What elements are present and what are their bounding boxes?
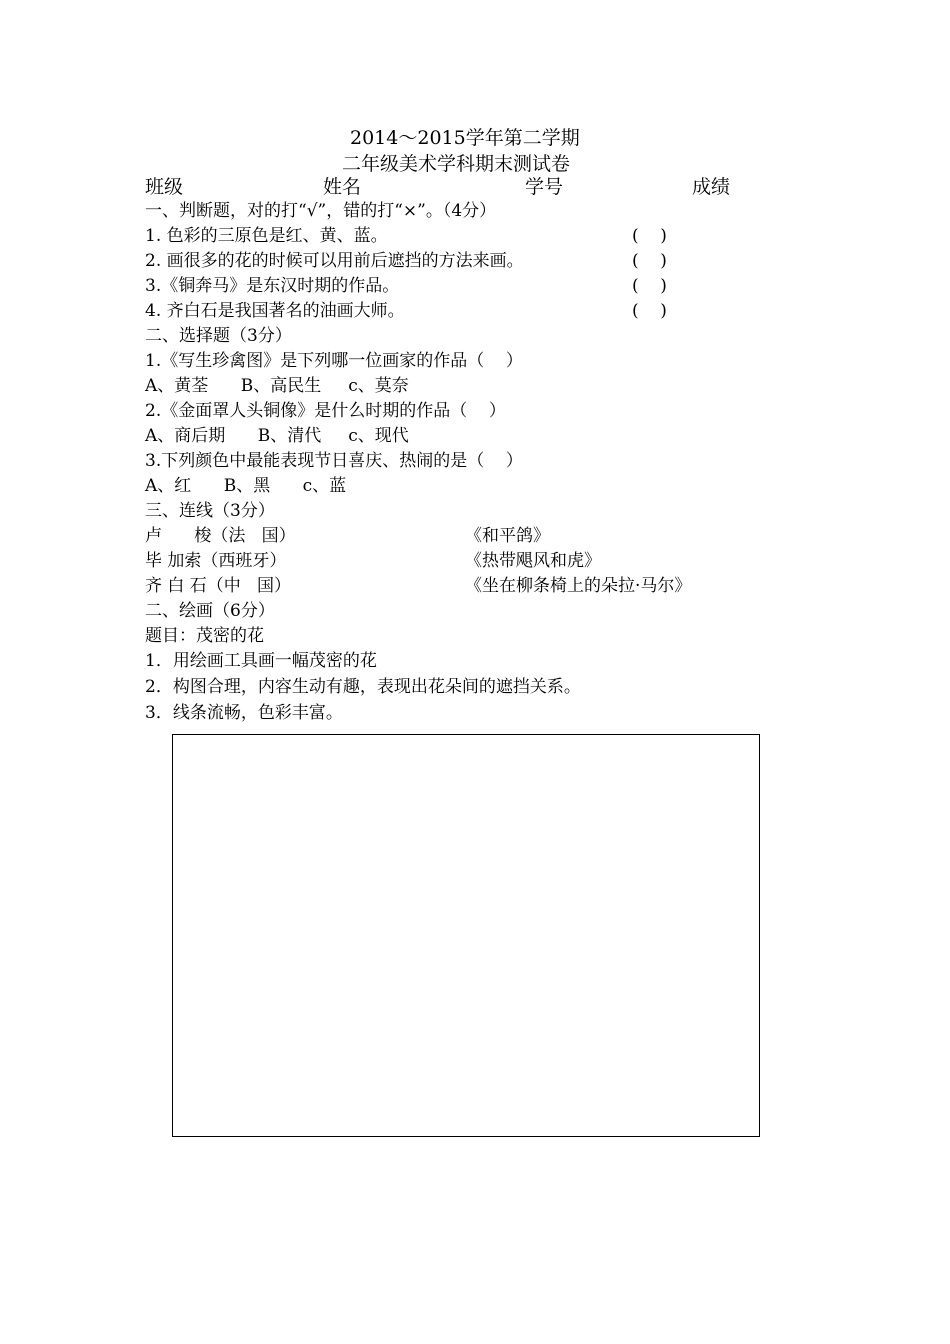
- judgement-answer-4[interactable]: ( ): [632, 301, 667, 321]
- judgement-answer-3[interactable]: ( ): [632, 276, 667, 296]
- section-matching-heading: 三、连线（3分）: [145, 501, 275, 521]
- drawing-requirement-2: 2．构图合理，内容生动有趣，表现出花朵间的遮挡关系。: [145, 677, 581, 697]
- drawing-topic: 题目：茂密的花: [145, 626, 264, 646]
- judgement-answer-2[interactable]: ( ): [632, 251, 667, 271]
- judgement-answer-1[interactable]: ( ): [632, 226, 667, 246]
- exam-title-term: 2014～2015学年第二学期: [350, 127, 580, 149]
- student-id-field-label: 学号: [525, 176, 564, 198]
- choice-options-3: A、红 B、黑 c、蓝: [145, 476, 347, 496]
- judgement-question-2: 2. 画很多的花的时候可以用前后遮挡的方法来画。: [145, 251, 524, 271]
- choice-options-2: A、商后期 B、清代 c、现代: [145, 426, 409, 446]
- choice-options-1: A、黄荃 B、高民生 c、莫奈: [145, 376, 409, 396]
- section-drawing-heading: 二、绘画（6分）: [145, 601, 275, 621]
- exam-title: 二年级美术学科期末测试卷: [342, 153, 571, 175]
- drawing-requirement-3: 3．线条流畅，色彩丰富。: [145, 703, 343, 723]
- score-field-label: 成绩: [692, 176, 731, 198]
- class-field-label: 班级: [145, 176, 184, 198]
- matching-artist-3: 齐 白 石（中 国）: [145, 576, 292, 596]
- choice-question-3: 3.下列颜色中最能表现节日喜庆、热闹的是（ ）: [145, 451, 523, 471]
- choice-question-2: 2.《金面罩人头铜像》是什么时期的作品（ ）: [145, 401, 506, 421]
- judgement-question-1: 1. 色彩的三原色是红、黄、蓝。: [145, 226, 388, 246]
- section-judgement-heading: 一、判断题，对的打“√”，错的打“×”。（4分）: [145, 201, 497, 221]
- choice-question-1: 1.《写生珍禽图》是下列哪一位画家的作品（ ）: [145, 351, 523, 371]
- matching-artwork-1: 《和平鸽》: [465, 526, 550, 546]
- drawing-requirement-1: 1．用绘画工具画一幅茂密的花: [145, 651, 377, 671]
- section-choice-heading: 二、选择题（3分）: [145, 326, 292, 346]
- judgement-question-3: 3.《铜奔马》是东汉时期的作品。: [145, 276, 400, 296]
- matching-artwork-3: 《坐在柳条椅上的朵拉·马尔》: [465, 576, 692, 596]
- name-field-label: 姓名: [323, 176, 362, 198]
- matching-artist-1: 卢 梭（法 国）: [145, 526, 296, 546]
- judgement-question-4: 4. 齐白石是我国著名的油画大师。: [145, 301, 405, 321]
- matching-artist-2: 毕 加索（西班牙）: [145, 551, 287, 571]
- matching-artwork-2: 《热带飓风和虎》: [465, 551, 601, 571]
- drawing-area-box[interactable]: [172, 734, 760, 1137]
